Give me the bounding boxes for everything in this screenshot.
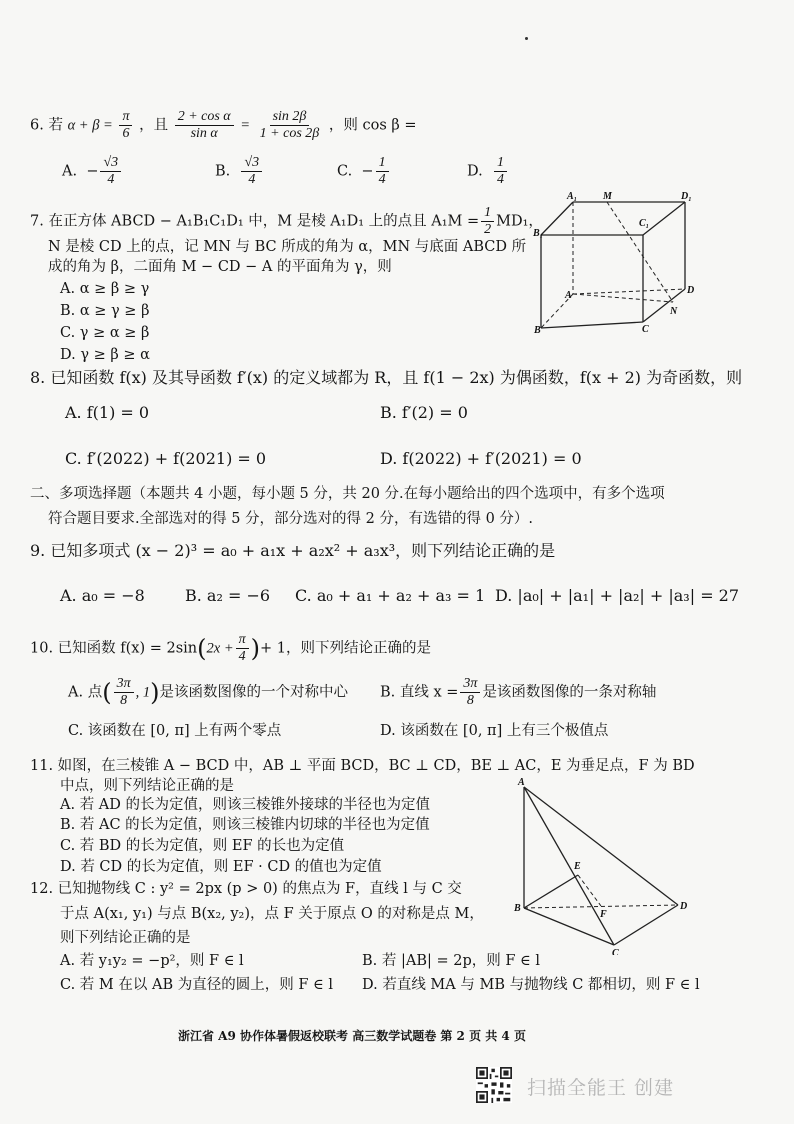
- q10-option-d: D. 该函数在 [0, π] 上有三个极值点: [380, 723, 609, 739]
- q6-eq: =: [240, 117, 251, 134]
- q8-option-b: B. f′(2) = 0: [380, 403, 468, 422]
- label-b1: B₁: [533, 228, 544, 239]
- q8-option-a: A. f(1) = 0: [65, 403, 150, 422]
- q7-option-a: A. α ≥ β ≥ γ: [60, 281, 150, 297]
- q10-option-a: A. 点( $\frac{3\pi}{8}$ , 1)是该函数图像的一个对称中心: [68, 676, 348, 708]
- q6-mid: ，且: [139, 117, 169, 134]
- q6-pi-over-6: $\frac{\pi}{6}$: [119, 109, 132, 142]
- q6-option-d: D. $\frac{1}{4}$: [467, 155, 509, 188]
- q11-option-a: A. 若 AD 的长为定值，则该三棱锥外接球的半径也为定值: [60, 797, 431, 813]
- label-d: D: [687, 285, 695, 296]
- q9-option-b: B. a₂ = −6: [185, 586, 271, 605]
- q12-line1: 12. 已知抛物线 C : y² = 2px (p > 0) 的焦点为 F，直线 l 与 C 交: [30, 881, 462, 897]
- label-c: C: [642, 324, 649, 335]
- q10-option-c: C. 该函数在 [0, π] 上有两个零点: [68, 723, 282, 739]
- q12-option-b: B. 若 |AB| = 2p，则 F ∈ l: [362, 953, 541, 969]
- q7-line1: 7. 在正方体 ABCD − A₁B₁C₁D₁ 中，M 是棱 A₁D₁ 上的点且 A₁M = $\frac{1}{2}$ MD₁，: [30, 205, 543, 237]
- q7-option-c: C. γ ≥ α ≥ β: [60, 325, 150, 341]
- q8-option-d: D. f(2022) + f′(2021) = 0: [380, 449, 582, 468]
- q8-option-c: C. f′(2022) + f(2021) = 0: [65, 449, 267, 468]
- label-f: F: [600, 909, 607, 920]
- label-c1: C₁: [639, 218, 650, 229]
- q12-option-d: D. 若直线 MA 与 MB 与抛物线 C 都相切，则 F ∈ l: [362, 977, 700, 993]
- q7-option-d: D. γ ≥ β ≥ α: [60, 347, 150, 363]
- q8-stem: 8. 已知函数 f(x) 及其导函数 f′(x) 的定义域都为 R，且 f(1 − 2x) 为偶函数，f(x + 2) 为奇函数，则: [30, 368, 743, 387]
- label-n: N: [670, 306, 678, 317]
- q10-option-b: B. 直线 x = $\frac{3\pi}{8}$ 是该函数图像的一条对称轴: [380, 676, 657, 708]
- q9-stem: 9. 已知多项式 (x − 2)³ = a₀ + a₁x + a₂x² + a₃x³，则下列结论正确的是: [30, 541, 556, 560]
- section2-line2: 符合题目要求.全部选对的得 5 分，部分选对的得 2 分，有选错的得 0 分）.: [48, 511, 534, 527]
- q9-option-d: D. |a₀| + |a₁| + |a₂| + |a₃| = 27: [495, 586, 740, 605]
- label-a: A: [565, 290, 572, 301]
- label-a: A: [518, 777, 525, 788]
- q6-frac1: $\frac{\text{2 + cos α}}{\text{sin α}}$: [175, 109, 234, 142]
- label-d: D: [680, 901, 688, 912]
- cube-figure: [525, 190, 695, 338]
- q11-option-d: D. 若 CD 的长为定值，则 EF · CD 的值也为定值: [60, 859, 382, 875]
- label-e: E: [574, 861, 581, 872]
- qr-code-icon: [476, 1067, 512, 1103]
- q11-line2: 中点，则下列结论正确的是: [60, 778, 234, 794]
- q6-tail: ，则 cos β =: [328, 117, 417, 134]
- label-d1: D₁: [681, 191, 692, 202]
- q7-option-b: B. α ≥ γ ≥ β: [60, 303, 150, 319]
- q9-option-c: C. a₀ + a₁ + a₂ + a₃ = 1: [295, 586, 486, 605]
- page-footer: 浙江省 A9 协作体暑假返校联考 高三数学试题卷 第 2 页 共 4 页: [178, 1029, 526, 1043]
- q11-line1: 11. 如图，在三棱锥 A − BCD 中，AB ⊥ 平面 BCD，BC ⊥ CD，BE ⊥ AC，E 为垂足点，F 为 BD: [30, 758, 695, 774]
- section2-line1: 二、多项选择题（本题共 4 小题，每小题 5 分，共 20 分.在每小题给出的四个选项中，有多个选项: [30, 486, 665, 502]
- q12-line3: 则下列结论正确的是: [60, 930, 191, 946]
- label-b: B: [534, 325, 541, 336]
- speck-mark: [525, 37, 528, 40]
- q11-option-c: C. 若 BD 的长为定值，则 EF 的长也为定值: [60, 838, 345, 854]
- scanner-watermark: 扫描全能王 创建: [527, 1077, 675, 1099]
- q12-option-c: C. 若 M 在以 AB 为直径的圆上，则 F ∈ l: [60, 977, 333, 993]
- q6-frac2: $\frac{\sin 2\beta}{1 + \cos 2\beta}$: [259, 109, 320, 141]
- tetrahedron-figure: [510, 775, 695, 955]
- q6-stem: [30, 109, 417, 142]
- label-a1: A₁: [567, 191, 578, 202]
- label-m: M: [603, 191, 612, 202]
- q7-line2: N 是棱 CD 上的点，记 MN 与 BC 所成的角为 α，MN 与底面 ABCD 所: [48, 239, 527, 255]
- q12-option-a: A. 若 y₁y₂ = −p²，则 F ∈ l: [60, 953, 244, 969]
- q6-option-a: A. − $\frac{√3}{4}$: [62, 155, 123, 188]
- q6-option-b: B. $\frac{√3}{4}$: [215, 155, 264, 188]
- q10-stem: 10. 已知函数 f(x) = 2sin(2x + $\frac{\pi}{4}$ )+ 1，则下列结论正确的是: [30, 632, 432, 664]
- label-b: B: [514, 903, 521, 914]
- q6-number: 6.: [30, 117, 44, 134]
- q7-line3: 成的角为 β，二面角 M − CD − A 的平面角为 γ，则: [48, 259, 392, 275]
- q6-pre: 若: [48, 117, 63, 134]
- q6-cond1: α + β =: [67, 117, 113, 134]
- q12-line2: 于点 A(x₁, y₁) 与点 B(x₂, y₂)，点 F 关于原点 O 的对称是点 M，: [60, 906, 484, 922]
- label-c: C: [612, 948, 619, 955]
- q11-option-b: B. 若 AC 的长为定值，则该三棱锥内切球的半径也为定值: [60, 817, 430, 833]
- q9-option-a: A. a₀ = −8: [60, 586, 145, 605]
- q6-option-c: C. − $\frac{1}{4}$: [337, 155, 391, 188]
